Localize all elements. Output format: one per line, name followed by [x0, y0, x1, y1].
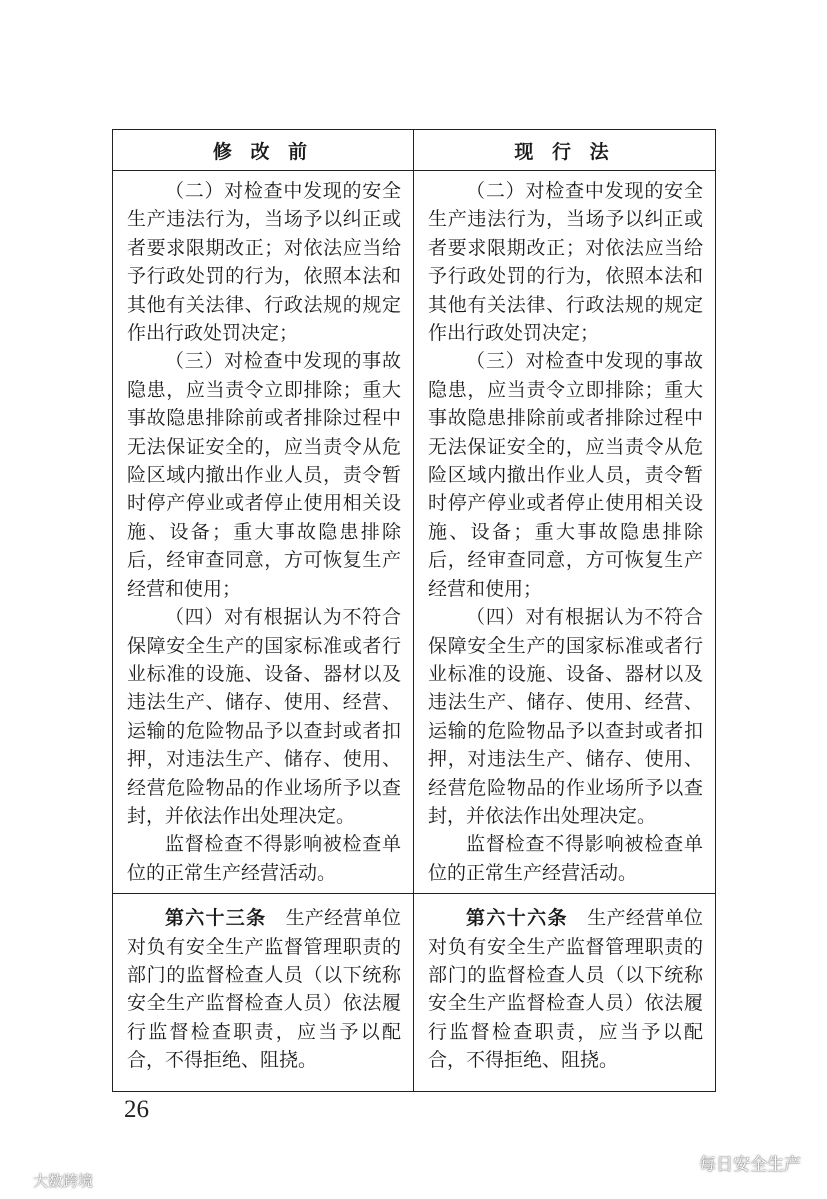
table-row [113, 894, 716, 1091]
clause-paragraph: （四）对有根据认为不符合保障安全生产的国家标准或者行业标准的设施、设备、器材以及违法生产、储存、使用、经营、运输的危险物品予以查封或者扣押，对违法生产、储存、使用、经营危险物品的作业场所予以查封，并依法作出处理决定。 [127, 606, 401, 827]
source-watermark [4, 1170, 93, 1191]
article-number: 第六十三条 [165, 907, 267, 930]
clause-paragraph: 监督检查不得影响被检查单位的正常生产经营活动。 [127, 833, 401, 884]
article-number: 第六十六条 [466, 907, 568, 930]
cell-current-law [414, 171, 716, 894]
table-header-row [113, 130, 716, 171]
wechat-watermark [669, 1150, 801, 1175]
logo-icon [4, 1171, 30, 1191]
clause-paragraph: （三）对检查中发现的事故隐患，应当责令立即排除；重大事故隐患排除前或者排除过程中无法保证安全的，应当责令从危险区域内撤出作业人员，责令暂时停产停业或者停止使用相关设施、设备；重大事故隐患排除后，经审查同意，方可恢复生产经营和使用； [127, 350, 401, 600]
table-row [113, 171, 716, 894]
header-before-amendment: 修 改 前 [113, 130, 414, 171]
watermark-account-name: 每日安全生产 [699, 1155, 801, 1175]
clause-paragraph: （四）对有根据认为不符合保障安全生产的国家标准或者行业标准的设施、设备、器材以及违法生产、储存、使用、经营、运输的危险物品予以查封或者扣押，对违法生产、储存、使用、经营危险物品的作业场所予以查封，并依法作出处理决定。 [428, 606, 703, 827]
article-text: 生产经营单位对负有安全生产监督管理职责的部门的监督检查人员（以下统称安全生产监督检查人员）依法履行监督检查职责，应当予以配合，不得拒绝、阻挠。 [428, 907, 703, 1072]
clause-paragraph: （三）对检查中发现的事故隐患，应当责令立即排除；重大事故隐患排除前或者排除过程中无法保证安全的，应当责令从危险区域内撤出作业人员，责令暂时停产停业或者停止使用相关设施、设备；重大事故隐患排除后，经审查同意，方可恢复生产经营和使用； [428, 350, 703, 600]
article-paragraph [127, 904, 401, 1074]
clause-paragraph: （二）对检查中发现的安全生产违法行为，当场予以纠正或者要求限期改正；对依法应当给予行政处罚的行为，依照本法和其他有关法律、行政法规的规定作出行政处罚决定； [127, 180, 401, 345]
article-paragraph [428, 904, 703, 1074]
cell-before-amendment [113, 894, 414, 1091]
clause-paragraph: 监督检查不得影响被检查单位的正常生产经营活动。 [428, 833, 703, 884]
cell-before-amendment [113, 171, 414, 894]
header-current-law: 现 行 法 [414, 130, 716, 171]
cell-current-law [414, 894, 716, 1091]
watermark-source-name: 大数跨境 [33, 1172, 94, 1190]
article-text: 生产经营单位对负有安全生产监督管理职责的部门的监督检查人员（以下统称安全生产监督检查人员）依法履行监督检查职责，应当予以配合，不得拒绝、阻挠。 [127, 907, 401, 1072]
comparison-table [112, 129, 716, 1092]
clause-paragraph: （二）对检查中发现的安全生产违法行为，当场予以纠正或者要求限期改正；对依法应当给予行政处罚的行为，依照本法和其他有关法律、行政法规的规定作出行政处罚决定； [428, 180, 703, 345]
wechat-icon [669, 1150, 693, 1175]
page-number: 26 [124, 1096, 149, 1123]
